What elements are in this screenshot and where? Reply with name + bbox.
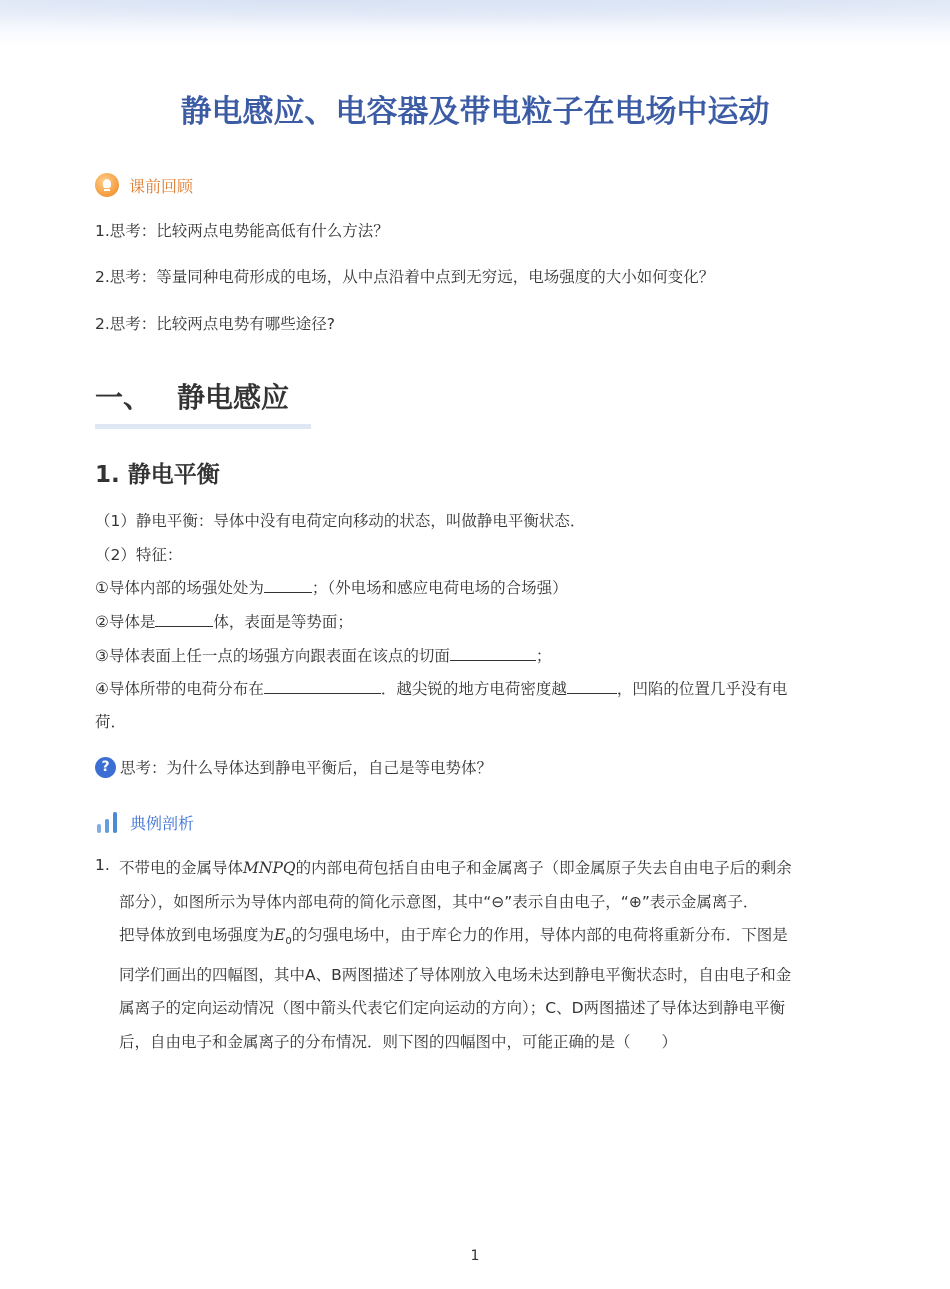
- bar-chart-icon: [95, 811, 120, 833]
- fill-blank: [155, 612, 213, 627]
- question-icon: ?: [95, 757, 116, 778]
- question-text: 不带电的金属导体: [119, 859, 244, 877]
- section-number: 一、: [95, 381, 152, 414]
- think-prompt: [95, 756, 492, 778]
- review-question-1: 1.思考：比较两点电势能高低有什么方法？: [95, 222, 389, 240]
- lightbulb-icon: [95, 173, 119, 197]
- math-subscript: 0: [285, 936, 292, 948]
- math-variable: E: [274, 926, 286, 944]
- question-line: 属离子的定向运动情况（图中箭头代表它们定向运动的方向）；C、D两图描述了导体达到静电平衡: [119, 999, 786, 1018]
- page-number: 1: [470, 1248, 480, 1264]
- review-heading: [95, 172, 193, 198]
- question-line: 同学们画出的四幅图，其中A、B两图描述了导体刚放入电场未达到静电平衡状态时，自由电子和金: [119, 965, 792, 984]
- review-label: 课前回顾: [129, 176, 194, 196]
- feature-4-continuation: 荷．: [95, 713, 127, 731]
- fill-blank: [264, 679, 381, 694]
- feature-4-text-a: ④导体所带的电荷分布在: [95, 680, 264, 698]
- question-line: [119, 919, 859, 959]
- review-question-3: 2.思考：比较两点电势有哪些途径?: [95, 315, 336, 333]
- feature-3-text-b: ；: [535, 647, 552, 665]
- feature-2: [95, 610, 353, 632]
- feature-3-text-a: ③导体表面上任一点的场强方向跟表面在该点的切面: [95, 647, 450, 665]
- example-heading: [95, 808, 194, 836]
- review-question-2: 2.思考：等量同种电荷形成的电场，从中点沿着中点到无穷远，电场强度的大小如何变化？: [95, 268, 715, 286]
- page-title: 静电感应、电容器及带电粒子在电场中运动: [180, 94, 770, 130]
- feature-4-text-c: ，凹陷的位置几乎没有电: [616, 680, 788, 698]
- question-text: 把导体放到电场强度为: [119, 926, 275, 944]
- fill-blank: [567, 679, 617, 694]
- question-line: 部分），如图所示为导体内部电荷的简化示意图，其中“⊖”表示自由电子，“⊕”表示金属离子．: [119, 892, 759, 911]
- subsection-title: 1. 静电平衡: [95, 462, 220, 488]
- question-number: 1.: [95, 856, 110, 874]
- definition-line: （1）静电平衡：导体中没有电荷定向移动的状态，叫做静电平衡状态．: [95, 512, 586, 530]
- fill-blank: [264, 578, 312, 593]
- feature-1-text-a: ①导体内部的场强处处为: [95, 579, 264, 597]
- feature-2-text-a: ②导体是: [95, 613, 156, 631]
- question-text: 的匀强电场中，由于库仑力的作用，导体内部的电荷将重新分布．下图是: [291, 926, 788, 944]
- section-underline: [95, 424, 311, 429]
- feature-1-text-b: ；（外电场和感应电荷电场的合场强）: [311, 579, 568, 597]
- math-variable: MNPQ: [243, 859, 296, 877]
- feature-4-text-b: ．越尖锐的地方电荷密度越: [380, 680, 567, 698]
- section-title: 静电感应: [177, 381, 290, 414]
- question-text: 的内部电荷包括自由电子和金属离子（即金属原子失去自由电子后的剩余: [295, 859, 792, 877]
- feature-3: [95, 644, 551, 666]
- example-label: 典例剖析: [130, 813, 195, 833]
- feature-2-text-b: 体，表面是等势面；: [213, 613, 353, 631]
- fill-blank: [450, 646, 536, 661]
- section-heading: [95, 376, 289, 416]
- header-band: [0, 0, 950, 46]
- feature-1: [95, 576, 568, 598]
- question-line: 后，自由电子和金属离子的分布情况．则下图的四幅图中，可能正确的是（ ）: [119, 1032, 678, 1051]
- feature-4: [95, 677, 787, 699]
- question-body: [119, 852, 859, 1059]
- think-text: 思考：为什么导体达到静电平衡后，自己是等电势体？: [120, 759, 493, 777]
- features-heading: （2）特征：: [95, 546, 183, 564]
- question-line: [119, 852, 859, 886]
